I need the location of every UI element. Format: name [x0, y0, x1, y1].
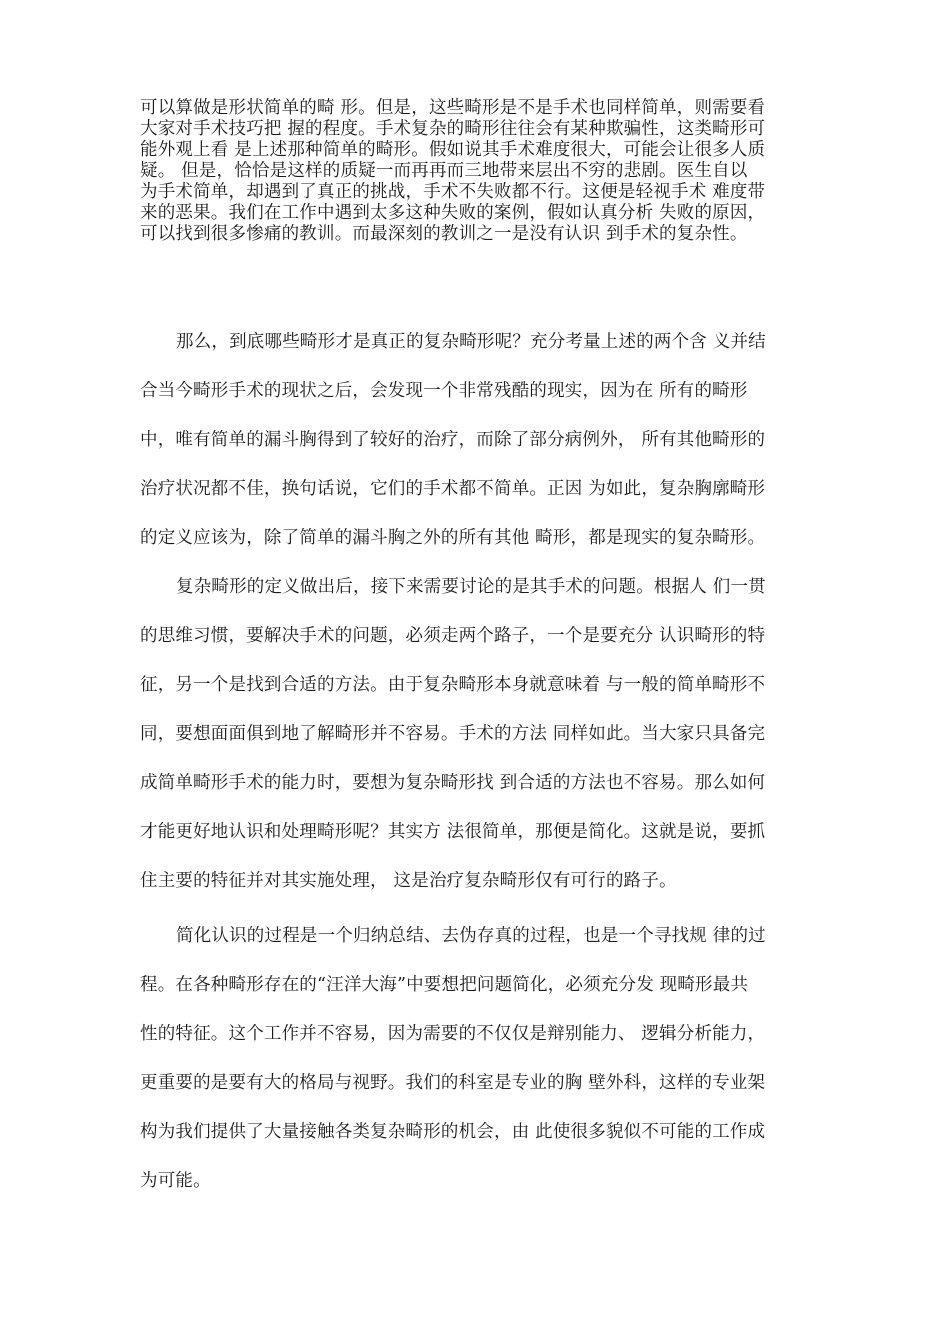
text-line: 合当今畸形手术的现状之后，会发现一个非常残酷的现实，因为在 所有的畸形 — [140, 381, 748, 401]
text-line: 构为我们提供了大量接触各类复杂畸形的机会，由 此使很多貌似不可能的工作成 — [140, 1122, 766, 1142]
text-line: 能外观上看 是上述那种简单的畸形。假如说其手术难度很大，可能会让很多人质 — [140, 140, 766, 160]
text-line: 中，唯有简单的漏斗胸得到了较好的治疗，而除了部分病例外， 所有其他畸形的 — [140, 430, 766, 450]
document-page — [140, 98, 828, 1206]
paragraph-surgery-approach — [140, 563, 828, 906]
text-line: 为手术简单，却遇到了真正的挑战，手术不失败都不行。这便是轻视手术 难度带 — [140, 182, 766, 202]
text-line: 成简单畸形手术的能力时，要想为复杂畸形找 到合适的方法也不容易。那么如何 — [140, 773, 766, 793]
text-line: 治疗状况都不佳，换句话说，它们的手术都不简单。正因 为如此，复杂胸廓畸形 — [140, 479, 766, 499]
paragraph-complex-deformity-definition — [140, 318, 828, 563]
text-line: 征，另一个是找到合适的方法。由于复杂畸形本身就意味着 与一般的简单畸形不 — [140, 675, 766, 695]
paragraph-simplification — [140, 912, 828, 1206]
text-line: 性的特征。这个工作并不容易，因为需要的不仅仅是辩别能力、 逻辑分析能力， — [140, 1024, 766, 1044]
text-line: 那么，到底哪些畸形才是真正的复杂畸形呢？充分考量上述的两个含 义并结 — [176, 332, 766, 352]
text-line: 同，要想面面俱到地了解畸形并不容易。手术的方法 同样如此。当大家只具备完 — [140, 724, 766, 744]
text-line: 为可能。 — [140, 1171, 211, 1191]
intro-paragraph — [140, 98, 828, 245]
text-line: 来的恶果。我们在工作中遇到太多这种失败的案例，假如认真分析 失败的原因， — [140, 203, 766, 223]
text-line: 程。在各种畸形存在的“汪洋大海”中要想把问题简化，必须充分发 现畸形最共 — [140, 975, 749, 995]
text-line: 住主要的特征并对其实施处理， 这是治疗复杂畸形仅有可行的路子。 — [140, 871, 677, 891]
text-line: 才能更好地认识和处理畸形呢？其实方 法很简单，那便是简化。这就是说，要抓 — [140, 822, 766, 842]
text-line: 复杂畸形的定义做出后，接下来需要讨论的是其手术的问题。根据人 们一贯 — [176, 577, 766, 597]
text-line: 可以找到很多惨痛的教训。而最深刻的教训之一是没有认识 到手术的复杂性。 — [140, 224, 748, 244]
text-line: 的定义应该为，除了简单的漏斗胸之外的所有其他 畸形，都是现实的复杂畸形。 — [140, 528, 766, 548]
text-line: 的思维习惯，要解决手术的问题，必须走两个路子，一个是要充分 认识畸形的特 — [140, 626, 766, 646]
text-line: 更重要的是要有大的格局与视野。我们的科室是专业的胸 壁外科，这样的专业架 — [140, 1073, 766, 1093]
text-line: 可以算做是形状简单的畸 形。但是，这些畸形是不是手术也同样简单，则需要看 — [140, 98, 766, 118]
text-line: 大家对手术技巧把 握的程度。手术复杂的畸形往往会有某种欺骗性，这类畸形可 — [140, 119, 766, 139]
text-line: 疑。 但是，恰恰是这样的质疑一而再再而三地带来层出不穷的悲剧。医生自以 — [140, 161, 748, 181]
text-line: 简化认识的过程是一个归纳总结、去伪存真的过程，也是一个寻找规 律的过 — [176, 926, 766, 946]
